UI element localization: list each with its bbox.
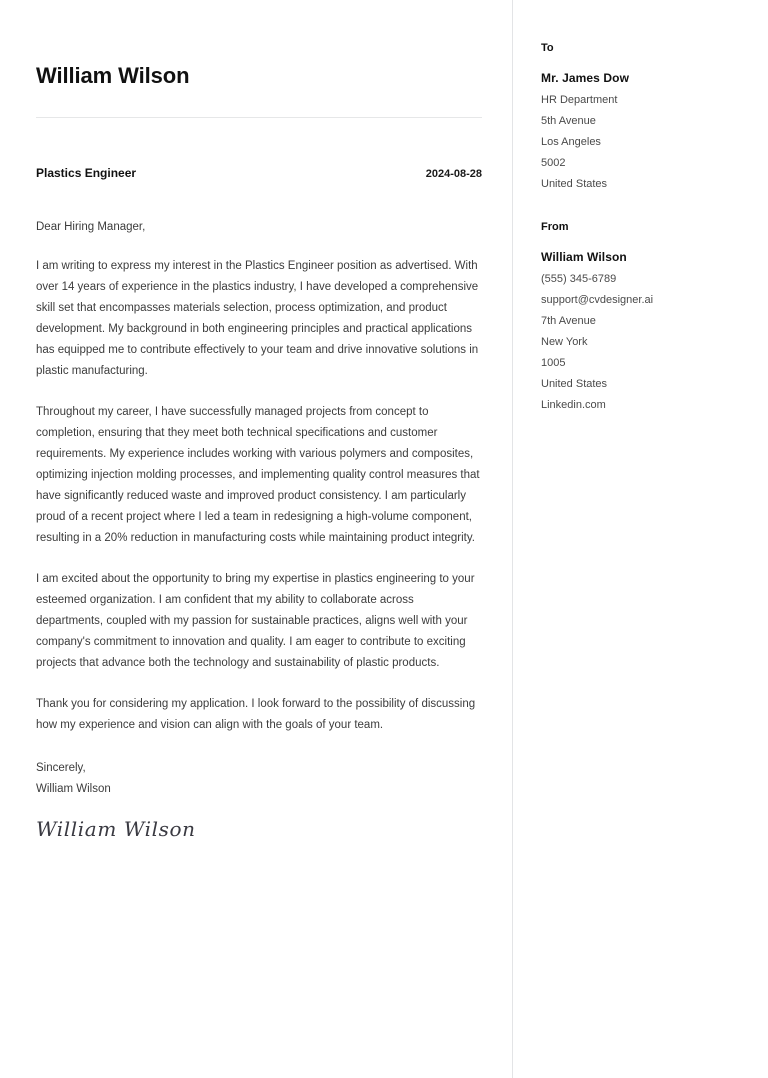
sender-name: William Wilson [541, 250, 627, 264]
recipient-address-line: 5002 [541, 157, 566, 169]
recipient-heading: To [541, 42, 554, 54]
sender-phone: (555) 345-6789 [541, 273, 617, 285]
address-rail [541, 0, 751, 416]
closing-salutation: Sincerely, [36, 762, 86, 774]
letter-paragraph: I am excited about the opportunity to bring my expertise in plastics engineering to your esteemed organization. I am confident that my ability to collaborate across departments, coupled with my passion for sustainable practices, aligns well with your company's commitment to innovation and quality. I am eager to contribute to exciting projects that advance both the technology and sustainability of plastic products. [36, 573, 475, 669]
letter-date: 2024-08-28 [425, 168, 482, 180]
signature: William Wilson [36, 817, 196, 841]
recipient-address-line: 5th Avenue [541, 115, 596, 127]
recipient-address-line: HR Department [541, 94, 618, 106]
title-date-row [36, 165, 482, 182]
closing-block [36, 758, 482, 800]
sender-email: support@cvdesigner.ai [541, 294, 654, 306]
column-divider [512, 0, 513, 1078]
letter-body [36, 256, 482, 736]
letter-paragraph: I am writing to express my interest in the Plastics Engineer position as advertised. With over 14 years of experience in the plastics industry, I have developed a comprehensive skill set that encompasses materials selection, process optimization, and product development. My background in both engineering principles and practical applications has equipped me to contribute effectively to your team and drive innovative solutions in plastic manufacturing. [36, 260, 479, 377]
letter-paragraph: Thank you for considering my application. I look forward to the possibility of discussing how my experience and vision can align with the goals of your team. [36, 698, 476, 731]
sender-block [541, 195, 751, 416]
closing-name: William Wilson [36, 783, 111, 795]
salutation: Dear Hiring Manager, [36, 221, 146, 233]
header-divider [36, 117, 482, 118]
letter-column [36, 0, 482, 842]
sender-address-line: 7th Avenue [541, 315, 596, 327]
sender-address-line: New York [541, 336, 588, 348]
job-title: Plastics Engineer [36, 166, 137, 180]
recipient-name: Mr. James Dow [541, 71, 630, 85]
recipient-address-line: Los Angeles [541, 136, 601, 148]
letter-paragraph: Throughout my career, I have successfully managed projects from concept to completion, ensuring that they meet both technical specifications and customer requirements. My experience includes working with various polymers and composites, optimizing injection molding processes, and implementing quality control measures that have significantly reduced waste and improved product consistency. I am particularly proud of a recent project where I led a team in redesigning a high-volume component, resulting in a 20% reduction in manufacturing costs while maintaining product integrity. [36, 406, 480, 544]
recipient-block [541, 0, 751, 195]
sender-address-line: 1005 [541, 357, 566, 369]
sender-website: Linkedin.com [541, 399, 606, 411]
recipient-address-line: United States [541, 178, 608, 190]
page-title: William Wilson [36, 63, 190, 88]
sender-heading: From [541, 221, 569, 233]
sender-address-line: United States [541, 378, 608, 390]
